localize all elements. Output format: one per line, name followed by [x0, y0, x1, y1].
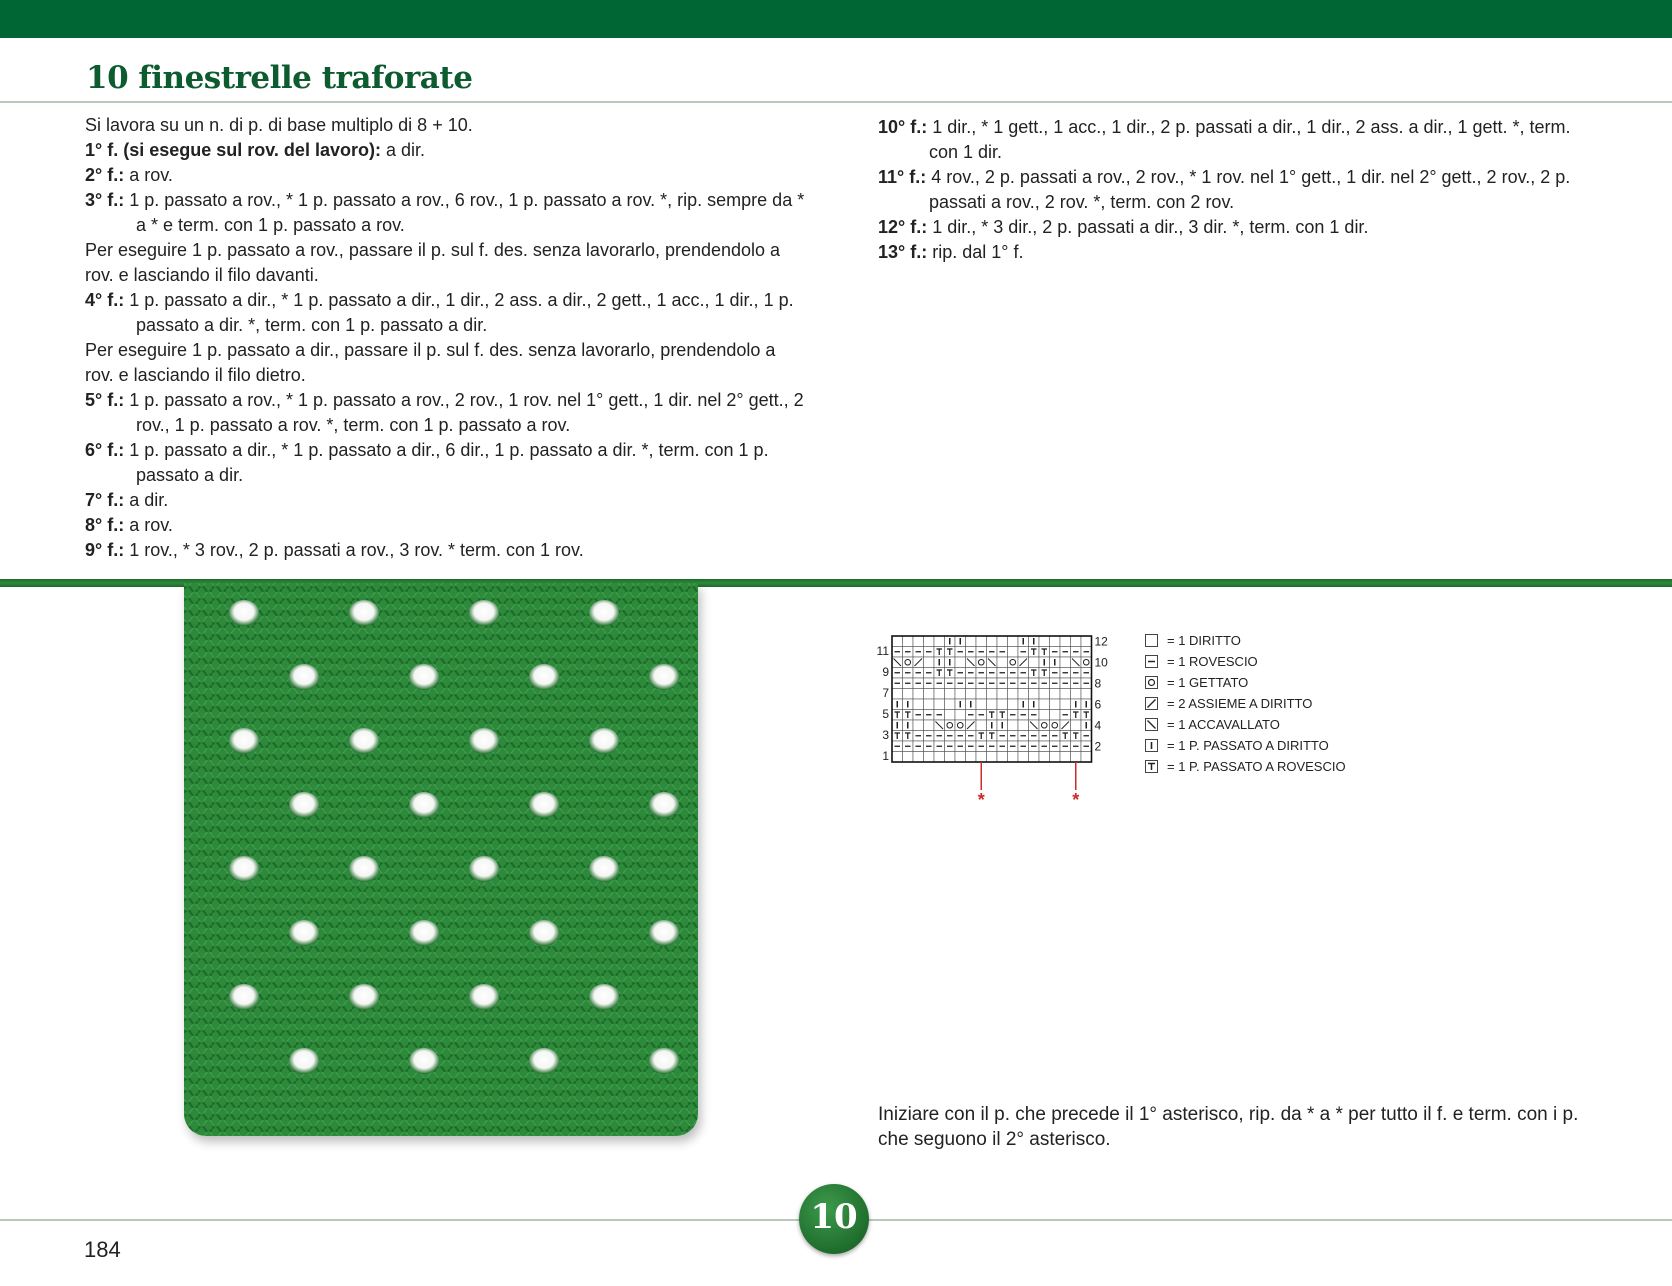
chart-cell — [1018, 752, 1029, 763]
chart-cell — [997, 699, 1008, 710]
chart-cell — [1060, 752, 1071, 763]
chart-cell — [913, 636, 924, 647]
eyelet-hole — [229, 600, 259, 626]
chart-cell — [997, 689, 1008, 700]
chart-legend — [1145, 632, 1405, 779]
chart-cell — [934, 689, 945, 700]
instructions-left — [85, 113, 805, 563]
chart-cell — [966, 636, 977, 647]
row-text: rip. dal 1° f. — [927, 242, 1024, 262]
knit-swatch-photo — [184, 583, 698, 1136]
legend-label: = 1 P. PASSATO A ROVESCIO — [1167, 759, 1346, 774]
row-number-left: 3 — [882, 728, 889, 742]
legend-item — [1145, 653, 1405, 674]
chart-cell — [1050, 636, 1061, 647]
eyelet-hole — [229, 728, 259, 754]
backslash-square-icon — [1145, 718, 1158, 731]
chart-cell — [1060, 636, 1071, 647]
row-number-right: 8 — [1094, 676, 1102, 691]
row-9 — [85, 538, 805, 563]
slash-square-icon — [1145, 697, 1158, 710]
row-number-right: 12 — [1094, 634, 1108, 649]
eyelet-hole — [349, 728, 379, 754]
knitting-chart — [872, 628, 1126, 818]
legend-label: = 1 DIRITTO — [1167, 633, 1241, 648]
chart-cell — [976, 720, 987, 731]
row-label: 6° f.: — [85, 440, 125, 460]
chart-cell — [976, 752, 987, 763]
chart-cell — [1018, 689, 1029, 700]
eyelet-hole — [589, 984, 619, 1010]
chart-cell — [955, 710, 966, 721]
eyelet-hole — [349, 984, 379, 1010]
chart-cell — [1008, 752, 1019, 763]
chart-cell — [966, 689, 977, 700]
eyelet-hole — [289, 1048, 319, 1074]
chart-cell — [1008, 647, 1019, 658]
chart-cell — [1008, 657, 1019, 668]
chart-cell — [1039, 689, 1050, 700]
intro-text: Si lavora su un n. di p. di base multiplo di 8 + 10. — [85, 115, 473, 135]
circle-square-icon — [1145, 676, 1158, 689]
eyelet-hole — [469, 728, 499, 754]
legend-label: = 2 ASSIEME A DIRITTO — [1167, 696, 1313, 711]
row-text: 1 p. passato a dir., * 1 p. passato a dir., 1 dir., 2 ass. a dir., 2 gett., 1 acc., 1 dir., 1 p. passato a dir. *, term. con 1 p. passato a dir. — [124, 290, 794, 335]
chart-cell — [924, 699, 935, 710]
page-number: 184 — [84, 1237, 121, 1262]
eyelet-hole — [649, 1048, 679, 1074]
eyelet-hole — [589, 728, 619, 754]
row-3 — [85, 188, 805, 238]
yarn-ball-badge — [799, 1184, 869, 1254]
row-8 — [85, 513, 805, 538]
page-title: 10 finestrelle traforate — [86, 60, 473, 96]
t-square-icon — [1145, 760, 1158, 773]
row-number-right: 2 — [1094, 739, 1102, 754]
chart-cell — [903, 752, 914, 763]
badge-number: 10 — [810, 1197, 858, 1237]
row-11 — [878, 165, 1598, 215]
chart-cell — [1039, 699, 1050, 710]
row-13 — [878, 240, 1598, 265]
row-text: 1 p. passato a rov., * 1 p. passato a rov., 6 rov., 1 p. passato a rov. *, rip. sempre da * a * e term. con 1 p. passato a rov. — [124, 190, 805, 235]
eyelet-hole — [409, 792, 439, 818]
row-text: a rov. — [124, 515, 173, 535]
chart-cell — [1050, 689, 1061, 700]
chart-cell — [1008, 720, 1019, 731]
chart-cell — [913, 752, 924, 763]
chart-cell — [1081, 657, 1092, 668]
row-text: a dir. — [124, 490, 169, 510]
chart-cell — [976, 699, 987, 710]
eyelet-hole — [649, 664, 679, 690]
chart-cell — [1039, 752, 1050, 763]
row-label: 2° f.: — [85, 165, 125, 185]
eyelet-hole — [529, 920, 559, 946]
chart-cell — [1081, 636, 1092, 647]
row-label: 1° f. (si esegue sul rov. del lavoro): — [85, 140, 381, 160]
chart-cell — [1071, 720, 1082, 731]
eyelet-hole — [289, 792, 319, 818]
chart-cell — [1050, 752, 1061, 763]
legend-item — [1145, 632, 1405, 653]
chart-cell — [987, 752, 998, 763]
row-number-left: 11 — [876, 644, 889, 658]
eyelet-hole — [409, 664, 439, 690]
row-text: 1 p. passato a rov., * 1 p. passato a rov., 2 rov., 1 rov. nel 1° gett., 1 dir. nel 2° gett., 2 rov., 1 p. passato a rov. *, term. con 1 p. passato a rov. — [124, 390, 804, 435]
eyelet-hole — [289, 664, 319, 690]
row-10 — [878, 115, 1598, 165]
chart-cell — [1071, 752, 1082, 763]
row-label: 7° f.: — [85, 490, 125, 510]
row-label: 3° f.: — [85, 190, 125, 210]
eyelet-hole — [229, 856, 259, 882]
row-label: 9° f.: — [85, 540, 125, 560]
eyelet-hole — [349, 856, 379, 882]
row-text: 1 rov., * 3 rov., 2 p. passati a rov., 3 rov. * term. con 1 rov. — [124, 540, 584, 560]
eyelet-hole — [649, 792, 679, 818]
row-2 — [85, 163, 805, 188]
chart-cell — [934, 699, 945, 710]
row-text: a rov. — [124, 165, 173, 185]
eyelet-hole — [649, 920, 679, 946]
chart-cell — [924, 636, 935, 647]
chart-cell — [1039, 720, 1050, 731]
title-divider — [0, 101, 1672, 103]
row-number-right: 10 — [1094, 655, 1108, 670]
chart-cell — [1050, 710, 1061, 721]
row-number-left: 7 — [882, 686, 889, 700]
row-7 — [85, 488, 805, 513]
row-5 — [85, 388, 805, 438]
legend-label: = 1 ACCAVALLATO — [1167, 717, 1280, 732]
chart-cell — [1039, 710, 1050, 721]
chart-cell — [1071, 636, 1082, 647]
chart-cell — [1060, 699, 1071, 710]
row-label: 11° f.: — [878, 167, 927, 187]
chart-cell — [1050, 720, 1061, 731]
legend-item — [1145, 758, 1405, 779]
chart-cell — [1029, 752, 1040, 763]
empty-square-icon — [1145, 634, 1158, 647]
legend-item — [1145, 737, 1405, 758]
chart-cell — [1029, 657, 1040, 668]
note-slip-purl: Per eseguire 1 p. passato a rov., passare il p. sul f. des. senza lavorarlo, prendendolo a rov. e lasciando il filo davanti. — [85, 240, 781, 285]
row-text: 1 dir., * 3 dir., 2 p. passati a dir., 3 dir. *, term. con 1 dir. — [927, 217, 1369, 237]
row-4 — [85, 288, 805, 338]
row-number-left: 9 — [882, 665, 889, 679]
eyelet-hole — [469, 600, 499, 626]
top-band — [0, 0, 1672, 38]
eyelet-hole — [409, 920, 439, 946]
eyelet-hole — [589, 600, 619, 626]
chart-cell — [997, 636, 1008, 647]
chart-cell — [1029, 689, 1040, 700]
chart-cell — [1008, 689, 1019, 700]
chart-cell — [976, 657, 987, 668]
row-label: 10° f.: — [878, 117, 928, 137]
eyelet-hole — [409, 1048, 439, 1074]
chart-cell — [955, 752, 966, 763]
chart-cell — [1050, 699, 1061, 710]
row-label: 13° f.: — [878, 242, 928, 262]
chart-cell — [924, 752, 935, 763]
chart-cell — [987, 699, 998, 710]
chart-cell — [976, 636, 987, 647]
eyelet-hole — [529, 792, 559, 818]
chart-cell — [997, 752, 1008, 763]
row-number-right: 4 — [1094, 718, 1102, 733]
eyelet-hole — [529, 1048, 559, 1074]
chart-cell — [966, 752, 977, 763]
chart-cell — [892, 636, 903, 647]
chart-cell — [924, 689, 935, 700]
row-1 — [85, 138, 805, 163]
row-number-right: 6 — [1094, 697, 1102, 712]
dash-square-icon — [1145, 655, 1158, 668]
chart-cell — [1081, 689, 1092, 700]
chart-cell — [1081, 752, 1092, 763]
legend-item — [1145, 674, 1405, 695]
chart-cell — [892, 689, 903, 700]
chart-cell — [987, 689, 998, 700]
eyelet-hole — [469, 856, 499, 882]
eyelet-hole — [289, 920, 319, 946]
eyelet-hole — [469, 984, 499, 1010]
chart-cell — [1071, 689, 1082, 700]
chart-cell — [903, 636, 914, 647]
chart-cell — [903, 657, 914, 668]
row-number-left: 1 — [882, 749, 889, 763]
repeat-note: Iniziare con il p. che precede il 1° asterisco, rip. da * a * per tutto il f. e term. con i p. che seguono il 2° asterisco. — [878, 1104, 1579, 1150]
row-label: 8° f.: — [85, 515, 125, 535]
chart-cell — [1018, 720, 1029, 731]
note-slip-knit: Per eseguire 1 p. passato a dir., passare il p. sul f. des. senza lavorarlo, prendendolo a rov. e lasciando il filo dietro. — [85, 340, 776, 385]
chart-cell — [955, 689, 966, 700]
chart-cell — [913, 720, 924, 731]
row-label: 12° f.: — [878, 217, 928, 237]
row-number-left: 5 — [882, 707, 889, 721]
chart-cell — [997, 657, 1008, 668]
chart-cell — [913, 699, 924, 710]
chart-cell — [945, 752, 956, 763]
legend-label: = 1 P. PASSATO A DIRITTO — [1167, 738, 1329, 753]
chart-cell — [1039, 636, 1050, 647]
legend-item — [1145, 716, 1405, 737]
legend-label: = 1 GETTATO — [1167, 675, 1249, 690]
chart-cell — [1008, 636, 1019, 647]
row-text: 4 rov., 2 p. passati a rov., 2 rov., * 1 rov. nel 1° gett., 1 dir. nel 2° gett., 2 rov., 2 p. passati a rov., 2 rov. *, term. con 2 rov. — [926, 167, 1571, 212]
bar-square-icon — [1145, 739, 1158, 752]
eyelet-hole — [229, 984, 259, 1010]
chart-cell — [945, 710, 956, 721]
chart-cell — [955, 720, 966, 731]
row-text: a dir. — [380, 140, 425, 160]
repeat-asterisk: * — [1072, 790, 1080, 810]
chart-grid — [872, 628, 1126, 818]
chart-cell — [955, 657, 966, 668]
chart-cell — [934, 636, 945, 647]
repeat-asterisk: * — [977, 790, 985, 810]
chart-cell — [945, 699, 956, 710]
chart-cell — [945, 689, 956, 700]
row-12 — [878, 215, 1598, 240]
instructions-right — [878, 115, 1598, 265]
chart-cell — [934, 752, 945, 763]
chart-cell — [1060, 657, 1071, 668]
chart-cell — [945, 720, 956, 731]
eyelet-hole — [349, 600, 379, 626]
legend-label: = 1 ROVESCIO — [1167, 654, 1258, 669]
chart-cell — [1060, 689, 1071, 700]
chart-cell — [1008, 699, 1019, 710]
chart-cell — [924, 657, 935, 668]
chart-cell — [913, 689, 924, 700]
chart-cell — [903, 689, 914, 700]
chart-cell — [924, 720, 935, 731]
legend-item — [1145, 695, 1405, 716]
row-label: 4° f.: — [85, 290, 125, 310]
row-6 — [85, 438, 805, 488]
chart-cell — [987, 636, 998, 647]
chart-cell — [892, 752, 903, 763]
row-label: 5° f.: — [85, 390, 125, 410]
eyelet-hole — [529, 664, 559, 690]
row-text: 1 p. passato a dir., * 1 p. passato a dir., 6 dir., 1 p. passato a dir. *, term. con 1 p. passato a dir. — [124, 440, 769, 485]
chart-cell — [976, 689, 987, 700]
row-text: 1 dir., * 1 gett., 1 acc., 1 dir., 2 p. passati a dir., 1 dir., 2 ass. a dir., 1 gett. *, term. con 1 dir. — [927, 117, 1571, 162]
eyelet-hole — [589, 856, 619, 882]
